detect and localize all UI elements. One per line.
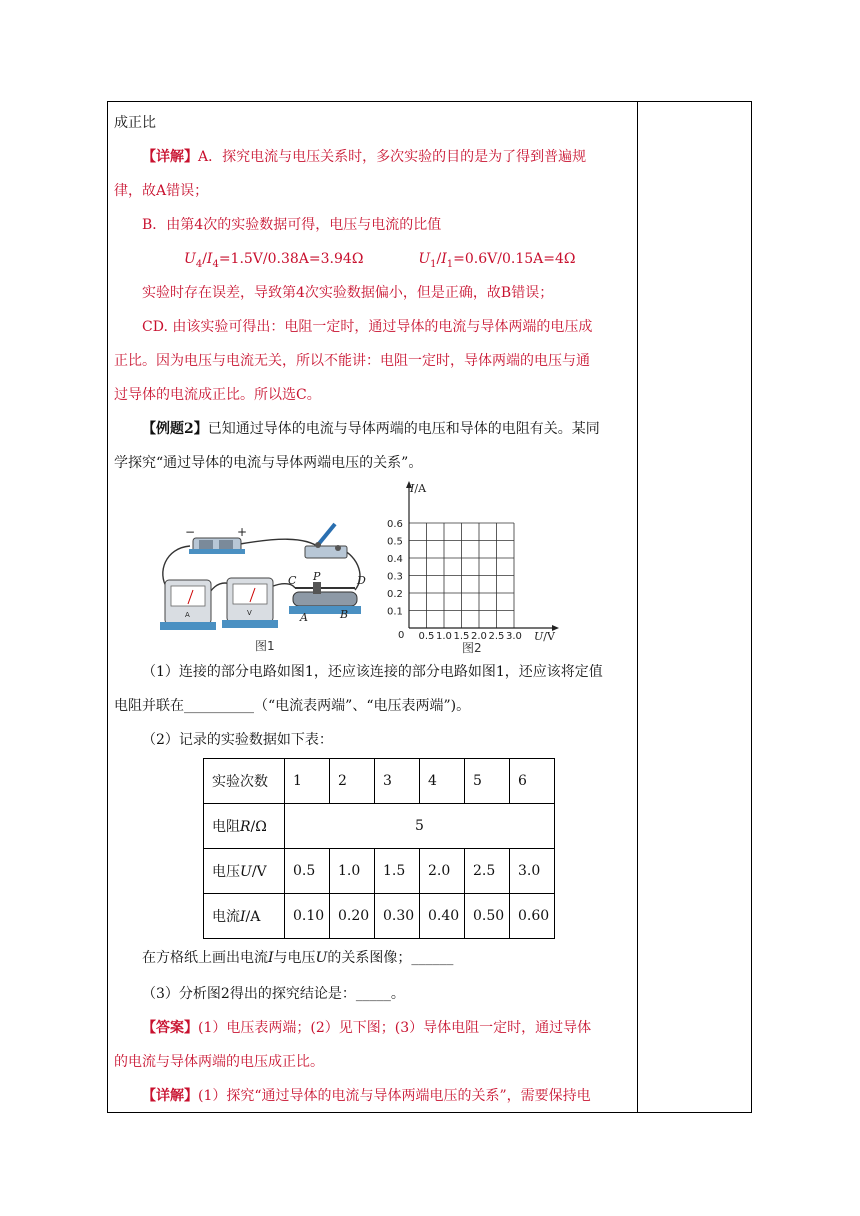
y-tick-label: 0.4	[387, 554, 403, 565]
row-label-current: 电流I/A	[204, 894, 285, 939]
current-cell: 0.40	[420, 894, 465, 939]
x-tick-label: 2.5	[488, 631, 505, 642]
question-2b-line: 在方格纸上画出电流I与电压U的关系图像；______	[142, 950, 454, 966]
detail-text-8: 过导体的电流成正比。所以选C。	[114, 387, 321, 403]
table-row-trials	[204, 759, 555, 804]
battery-icon	[189, 538, 245, 554]
ammeter-label: A	[185, 611, 190, 619]
x-tick-label: 1.0	[436, 631, 452, 642]
slider-p-label: P	[313, 570, 321, 583]
x-tick-label: 0.5	[418, 631, 435, 642]
example-2-text-1: 已知通过导体的电流与导体两端的电压和导体的电阻有关。某同	[207, 421, 600, 437]
answer-line-2	[114, 1046, 632, 1079]
question-2-line	[114, 724, 632, 757]
voltage-cell: 2.5	[465, 849, 510, 894]
battery-plus-label: +	[237, 525, 248, 539]
question-3-text: （3）分析图2得出的探究结论是：_____。	[142, 986, 405, 1002]
trial-cell: 4	[420, 759, 465, 804]
grid-lines	[409, 523, 514, 628]
trial-cell: 3	[375, 759, 420, 804]
figure-2-caption: 图2	[462, 641, 482, 655]
detail-tag: 【详解】	[142, 149, 198, 165]
detail-line-1	[114, 141, 632, 174]
answer-line-1	[114, 1012, 632, 1045]
x-tick-label: 3.0	[506, 631, 522, 642]
y-tick-label: 0.1	[387, 606, 403, 618]
data-table	[203, 758, 555, 939]
switch-icon	[305, 524, 347, 558]
x-tick-label: 1.5	[453, 631, 470, 642]
frame-right-line	[751, 101, 752, 1113]
detail-2-line-1	[114, 1080, 632, 1113]
ratio-formula-4: $U_4/I_4=1.5V/0.38A=3.94\Omega$	[184, 251, 364, 270]
detail-line-8	[114, 379, 632, 412]
terminal-c-label: C	[288, 574, 297, 587]
frame-left-line	[107, 101, 108, 1113]
current-cell: 0.20	[330, 894, 375, 939]
detail-text-6: CD. 由该实验可得出：电阻一定时，通过导体的电流与导体两端的电压成	[142, 319, 593, 335]
example-2-text-2: 学探究“通过导体的电流与导体两端电压的关系”。	[114, 455, 423, 471]
ammeter-icon	[160, 580, 216, 630]
detail-line-7	[114, 345, 632, 378]
detail-text-7: 正比。因为电压与电流无关，所以不能讲：电阻一定时，导体两端的电压与通	[114, 353, 590, 369]
origin-label: 0	[398, 630, 405, 641]
current-cell: 0.60	[510, 894, 555, 939]
voltmeter-icon	[222, 578, 278, 628]
detail-text-5: 实验时存在误差，导致第4次实验数据偏小，但是正确，故B错误；	[142, 285, 554, 301]
detail-2-tag: 【详解】	[142, 1088, 198, 1104]
voltage-cell: 0.5	[285, 849, 330, 894]
frame-divider-line	[637, 101, 638, 1113]
voltage-cell: 2.0	[420, 849, 465, 894]
ratio-formulas	[184, 243, 634, 281]
figure-1-circuit	[155, 518, 370, 656]
detail-line-2	[114, 175, 632, 208]
question-2-text: （2）记录的实验数据如下表：	[142, 732, 333, 748]
question-1-line-1	[114, 656, 632, 689]
trial-cell: 2	[330, 759, 375, 804]
y-tick-label: 0.2	[387, 589, 403, 600]
current-cell: 0.10	[285, 894, 330, 939]
trial-cell: 1	[285, 759, 330, 804]
row-label-voltage: 电压U/V	[204, 849, 285, 894]
detail-line-3	[114, 209, 632, 242]
voltage-cell: 3.0	[510, 849, 555, 894]
trial-cell: 6	[510, 759, 555, 804]
detail-text-3: B．由第4次的实验数据可得，电压与电流的比值	[142, 217, 442, 233]
y-tick-labels	[387, 519, 403, 618]
y-tick-label: 0.5	[387, 536, 403, 548]
question-3-line	[114, 978, 632, 1011]
detail-line-5	[114, 277, 632, 310]
current-cell: 0.50	[465, 894, 510, 939]
figure-1-caption: 图1	[255, 639, 275, 653]
ratio-formula-1: $U_1/I_1=0.6V/0.15A=4\Omega$	[418, 251, 576, 270]
terminal-d-label: D	[357, 574, 366, 587]
example-2-line-2	[114, 447, 632, 480]
detail-2-text-1: (1）探究“通过导体的电流与导体两端电压的关系”，需要保持电	[198, 1088, 591, 1104]
answer-text-2: 的电流与导体两端的电压成正比。	[114, 1054, 324, 1070]
terminal-a-label: A	[300, 611, 308, 624]
trial-cell: 5	[465, 759, 510, 804]
voltage-cell: 1.5	[375, 849, 420, 894]
example-2-line-1	[114, 413, 632, 446]
battery-minus-label: −	[185, 525, 196, 539]
line-1	[114, 107, 632, 140]
voltage-cell: 1.0	[330, 849, 375, 894]
question-1-line-2	[114, 690, 632, 723]
question-1-text-1: （1）连接的部分电路如图1，还应该连接的部分电路如图1，还应该将定值	[142, 664, 603, 680]
x-axis-label: U/V	[534, 630, 555, 643]
rheostat-icon	[289, 582, 361, 614]
table-row-voltage	[204, 849, 555, 894]
detail-text-1: A．探究电流与电压关系时，多次实验的目的是为了得到普遍规	[198, 149, 587, 165]
line-1-text: 成正比	[114, 115, 156, 131]
x-tick-label: 2.0	[471, 631, 487, 642]
y-tick-label: 0.3	[387, 571, 403, 583]
table-row-resistance	[204, 804, 555, 849]
resistance-cell: 5	[285, 804, 555, 849]
current-cell: 0.30	[375, 894, 420, 939]
terminal-b-label: B	[340, 608, 349, 621]
y-axis-label: I/A	[410, 482, 427, 495]
example-2-tag: 【例题2】	[142, 421, 208, 437]
voltmeter-label: V	[247, 609, 252, 617]
row-label-trials: 实验次数	[204, 759, 285, 804]
answer-tag: 【答案】	[142, 1020, 198, 1036]
figure-2-grid	[384, 480, 564, 655]
table-row-current	[204, 894, 555, 939]
question-1-text-2: 电阻并联在__________（“电流表两端”、“电压表两端”)。	[114, 698, 471, 714]
answer-text-1: (1）电压表两端；(2）见下图；(3）导体电阻一定时，通过导体	[198, 1020, 592, 1036]
y-tick-label: 0.6	[387, 519, 403, 530]
frame-top-line	[107, 101, 752, 102]
detail-line-6	[114, 311, 632, 344]
detail-text-2: 律，故A错误；	[114, 183, 209, 199]
row-label-resistance: 电阻R/Ω	[204, 804, 285, 849]
